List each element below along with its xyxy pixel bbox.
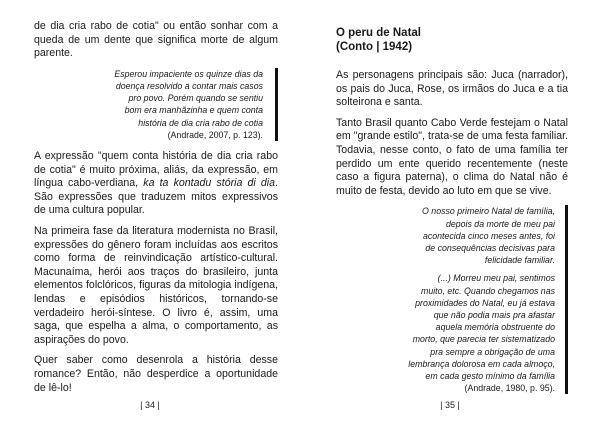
right-paragraph-characters: As personagens principais são: Juca (narrador), os pais do Juca, Rose, os irmãos do Juca e a tia solteirona e santa. xyxy=(336,69,568,109)
quote-line: doença resolvido a contar mais casos xyxy=(115,80,263,91)
quote-line: muito, etc. Quando chegamos nas xyxy=(421,285,555,296)
left-paragraph-closing: Quer saber como desenrola a história desse romance? Então, não desperdice a oportunidade de lê-lo! xyxy=(34,354,278,394)
quote-line: de consequências decisivas para xyxy=(425,242,555,253)
section-subtitle-line: (Conto | 1942) xyxy=(336,41,413,53)
quote-line: lembrança dolorosa em cada almoço, xyxy=(408,358,555,369)
paragraph-text: . São expressões que traduzem mitos expressivos de uma cultura popular. xyxy=(34,177,278,217)
quote-line: história de dia cria rabo de cotia xyxy=(138,117,263,128)
quote-line: em cada gesto mínimo da família xyxy=(425,370,555,381)
quote-line: O nosso primeiro Natal de família, xyxy=(422,206,555,217)
quote-line: proximidades do Natal, eu já estava xyxy=(415,297,555,308)
quote-line: pra sempre a obrigação de uma xyxy=(430,346,555,357)
quote-line: Esperou impaciente os quinze dias da xyxy=(114,68,263,79)
page-number-right: | 35 | xyxy=(440,400,460,410)
quote-line: aquela memória obstruente do xyxy=(435,322,555,333)
page-number-left: | 34 | xyxy=(140,400,160,410)
quote-line: (...) Morreu meu pai, sentimos xyxy=(437,273,555,284)
right-block-quote xyxy=(388,205,568,394)
right-page xyxy=(300,0,600,422)
quote-line: morto, que parecia ter sistematizado xyxy=(412,334,555,345)
quote-line: felicidade familiar. xyxy=(484,255,555,266)
quote-citation: (Andrade, 1980, p. 95). xyxy=(464,383,555,394)
left-paragraph-expression xyxy=(34,150,278,218)
left-paragraph-modernism: Na primeira fase da literatura modernista no Brasil, expressões do gênero foram incluídas aos escritos como forma de reinvindicação artístico-cultural. Macunaíma, herói aos traços do brasileiro, junta elementos folclóricos, figuras da mitologia indígena, lendas e episódios históricos, tornando-se verdadeiro herói-síntese. O livro é, assim, uma saga, que espelha a alma, o comportamento, as aspirações do povo. xyxy=(34,224,278,346)
left-intro-paragraph: de dia cria rabo de cotia" ou então sonhar com a queda de um dente que significa morte de algum parente. xyxy=(34,20,278,60)
right-paragraph-christmas: Tanto Brasil quanto Cabo Verde festejam o Natal em "grande estilo", trata-se de uma festa familiar. Todavia, nesse conto, o fato de uma família ter perdido um ente querido recentemente (neste caso a figura paterna), o clima do Natal não é muito de festa, devido ao luto em que se vive. xyxy=(336,116,568,197)
quote-line: depois da morte de meu pai xyxy=(445,218,555,229)
left-block-quote xyxy=(96,68,278,141)
section-title-line: O peru de Natal xyxy=(336,27,421,39)
quote-citation: (Andrade, 2007, p. 123). xyxy=(167,129,263,140)
section-title xyxy=(336,26,568,54)
quote-line: que não podia mais pra afastar xyxy=(433,309,555,320)
creole-expression: ka ta kontadu stória di dia xyxy=(143,177,276,190)
paragraph-text: A expressão "quem conta história de dia cria rabo de cotia" é muito próxima, aliás, da expressão, em língua cabo-verdiana, xyxy=(34,150,278,190)
quote-line: bom era manhãzinha e quem conta xyxy=(124,105,263,116)
quote-line: acontecida cinco meses antes, foi xyxy=(422,230,555,241)
quote-line: pro povo. Porém quando se sentiu xyxy=(128,93,263,104)
